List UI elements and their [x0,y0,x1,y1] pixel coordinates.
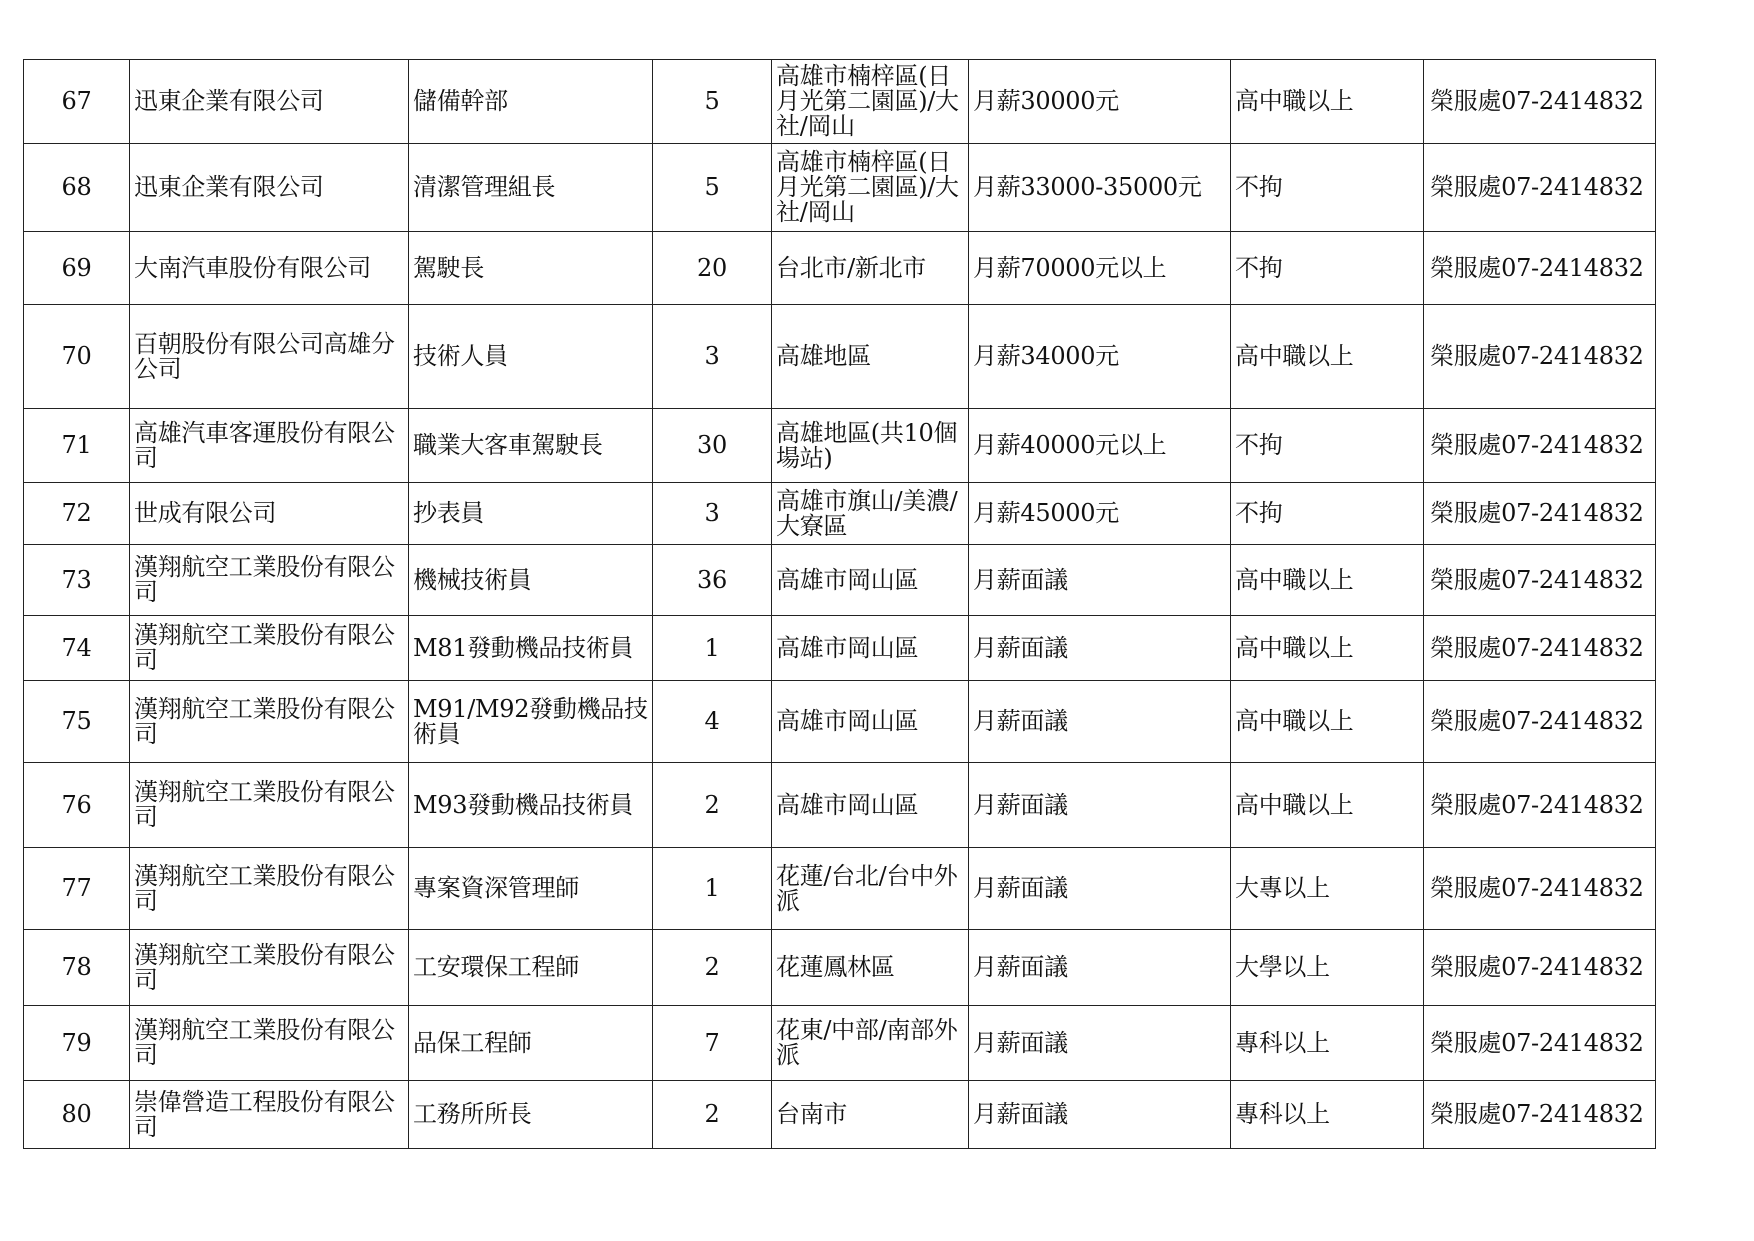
job-position: 駕駛長 [409,232,653,305]
contact: 榮服處07-2414832 [1424,232,1656,305]
work-location: 高雄地區 [772,305,969,409]
table-row [24,616,1656,681]
company-name: 百朝股份有限公司高雄分公司 [130,305,409,409]
opening-count: 36 [653,545,772,616]
table-row [24,305,1656,409]
company-name: 大南汽車股份有限公司 [130,232,409,305]
company-name: 世成有限公司 [130,483,409,545]
work-location: 台南市 [772,1081,969,1149]
contact: 榮服處07-2414832 [1424,144,1656,232]
job-position: 職業大客車駕駛長 [409,409,653,483]
opening-count: 3 [653,483,772,545]
work-location: 高雄市旗山/美濃/大寮區 [772,483,969,545]
company-name: 漢翔航空工業股份有限公司 [130,1006,409,1081]
education-requirement: 不拘 [1231,232,1424,305]
row-number: 79 [24,1006,130,1081]
education-requirement: 專科以上 [1231,1006,1424,1081]
job-position: 抄表員 [409,483,653,545]
row-number: 76 [24,763,130,848]
salary: 月薪面議 [969,616,1231,681]
work-location: 台北市/新北市 [772,232,969,305]
job-position: 機械技術員 [409,545,653,616]
company-name: 漢翔航空工業股份有限公司 [130,763,409,848]
table-row [24,60,1656,144]
salary: 月薪面議 [969,1006,1231,1081]
table-row [24,930,1656,1006]
row-number: 70 [24,305,130,409]
job-position: 品保工程師 [409,1006,653,1081]
job-position: M91/M92發動機品技術員 [409,681,653,763]
job-position: 儲備幹部 [409,60,653,144]
salary: 月薪面議 [969,681,1231,763]
row-number: 68 [24,144,130,232]
job-position: 工務所所長 [409,1081,653,1149]
contact: 榮服處07-2414832 [1424,305,1656,409]
row-number: 77 [24,848,130,930]
salary: 月薪面議 [969,1081,1231,1149]
opening-count: 5 [653,144,772,232]
contact: 榮服處07-2414832 [1424,409,1656,483]
contact: 榮服處07-2414832 [1424,616,1656,681]
opening-count: 5 [653,60,772,144]
education-requirement: 高中職以上 [1231,545,1424,616]
job-position: M81發動機品技術員 [409,616,653,681]
work-location: 高雄市楠梓區(日月光第二園區)/大社/岡山 [772,144,969,232]
salary: 月薪34000元 [969,305,1231,409]
education-requirement: 高中職以上 [1231,763,1424,848]
job-position: 工安環保工程師 [409,930,653,1006]
salary: 月薪33000-35000元 [969,144,1231,232]
company-name: 迅東企業有限公司 [130,144,409,232]
row-number: 67 [24,60,130,144]
row-number: 73 [24,545,130,616]
salary: 月薪30000元 [969,60,1231,144]
company-name: 漢翔航空工業股份有限公司 [130,616,409,681]
opening-count: 20 [653,232,772,305]
job-position: 技術人員 [409,305,653,409]
table-row [24,681,1656,763]
salary: 月薪面議 [969,545,1231,616]
row-number: 72 [24,483,130,545]
table-row [24,232,1656,305]
contact: 榮服處07-2414832 [1424,848,1656,930]
company-name: 漢翔航空工業股份有限公司 [130,930,409,1006]
work-location: 花蓮鳳林區 [772,930,969,1006]
contact: 榮服處07-2414832 [1424,681,1656,763]
job-table-body [24,60,1656,1149]
opening-count: 2 [653,930,772,1006]
work-location: 高雄地區(共10個場站) [772,409,969,483]
job-position: 清潔管理組長 [409,144,653,232]
opening-count: 4 [653,681,772,763]
contact: 榮服處07-2414832 [1424,1081,1656,1149]
contact: 榮服處07-2414832 [1424,60,1656,144]
education-requirement: 不拘 [1231,409,1424,483]
work-location: 高雄市岡山區 [772,616,969,681]
table-row [24,144,1656,232]
row-number: 71 [24,409,130,483]
salary: 月薪面議 [969,763,1231,848]
company-name: 漢翔航空工業股份有限公司 [130,681,409,763]
row-number: 74 [24,616,130,681]
opening-count: 2 [653,763,772,848]
opening-count: 1 [653,616,772,681]
education-requirement: 不拘 [1231,483,1424,545]
work-location: 高雄市岡山區 [772,545,969,616]
opening-count: 7 [653,1006,772,1081]
company-name: 漢翔航空工業股份有限公司 [130,848,409,930]
company-name: 高雄汽車客運股份有限公司 [130,409,409,483]
job-position: M93發動機品技術員 [409,763,653,848]
contact: 榮服處07-2414832 [1424,930,1656,1006]
job-listing-table [23,59,1656,1149]
salary: 月薪45000元 [969,483,1231,545]
education-requirement: 高中職以上 [1231,305,1424,409]
contact: 榮服處07-2414832 [1424,545,1656,616]
opening-count: 1 [653,848,772,930]
job-position: 專案資深管理師 [409,848,653,930]
education-requirement: 高中職以上 [1231,60,1424,144]
education-requirement: 專科以上 [1231,1081,1424,1149]
row-number: 80 [24,1081,130,1149]
company-name: 崇偉營造工程股份有限公司 [130,1081,409,1149]
table-row [24,763,1656,848]
contact: 榮服處07-2414832 [1424,1006,1656,1081]
row-number: 69 [24,232,130,305]
table-row [24,409,1656,483]
education-requirement: 高中職以上 [1231,616,1424,681]
work-location: 高雄市楠梓區(日月光第二園區)/大社/岡山 [772,60,969,144]
education-requirement: 大專以上 [1231,848,1424,930]
table-row [24,848,1656,930]
salary: 月薪40000元以上 [969,409,1231,483]
salary: 月薪面議 [969,848,1231,930]
work-location: 高雄市岡山區 [772,681,969,763]
company-name: 漢翔航空工業股份有限公司 [130,545,409,616]
company-name: 迅東企業有限公司 [130,60,409,144]
work-location: 高雄市岡山區 [772,763,969,848]
opening-count: 30 [653,409,772,483]
table-row [24,545,1656,616]
salary: 月薪面議 [969,930,1231,1006]
contact: 榮服處07-2414832 [1424,483,1656,545]
table-row [24,1081,1656,1149]
salary: 月薪70000元以上 [969,232,1231,305]
table-row [24,483,1656,545]
contact: 榮服處07-2414832 [1424,763,1656,848]
education-requirement: 大學以上 [1231,930,1424,1006]
education-requirement: 高中職以上 [1231,681,1424,763]
row-number: 75 [24,681,130,763]
opening-count: 2 [653,1081,772,1149]
table-row [24,1006,1656,1081]
row-number: 78 [24,930,130,1006]
education-requirement: 不拘 [1231,144,1424,232]
work-location: 花東/中部/南部外派 [772,1006,969,1081]
work-location: 花蓮/台北/台中外派 [772,848,969,930]
opening-count: 3 [653,305,772,409]
